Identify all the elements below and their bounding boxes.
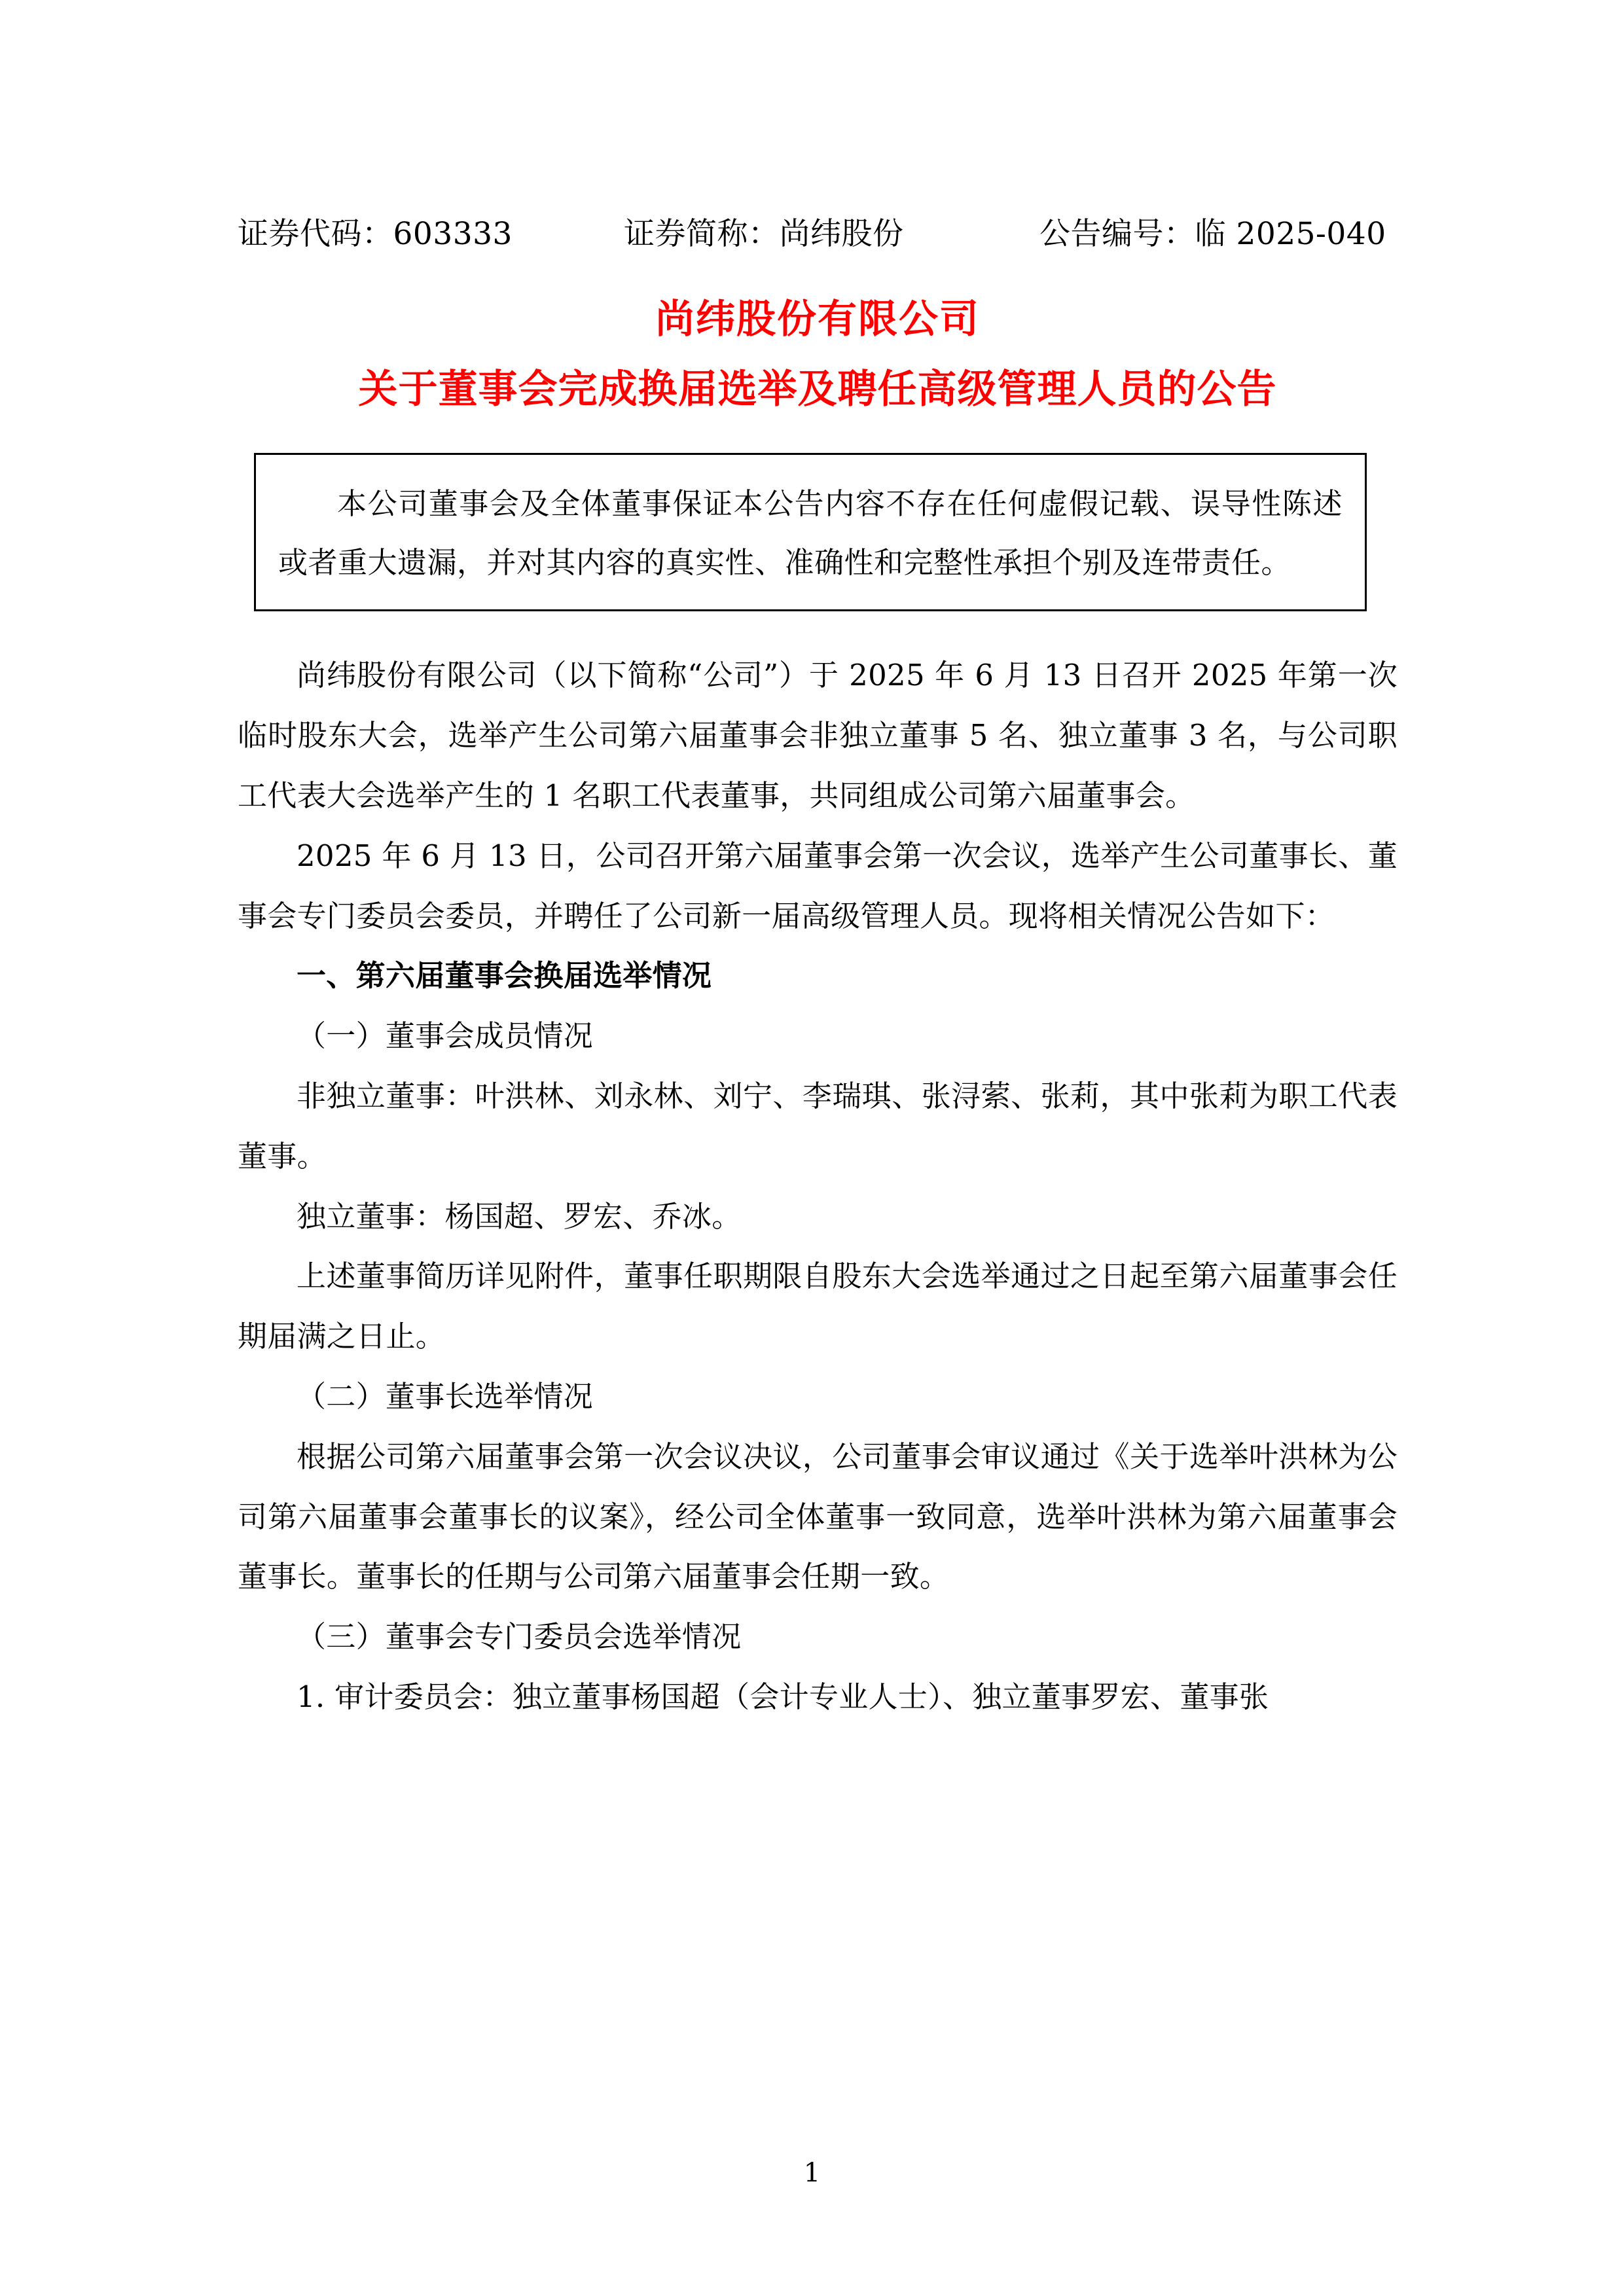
company-title: 尚纬股份有限公司: [655, 296, 980, 343]
security-abbreviation: 证券简称：尚纬股份: [624, 216, 904, 252]
announcement-number: 公告编号：临 2025-040: [1039, 216, 1386, 252]
security-code: 证券代码：603333: [238, 216, 513, 252]
subsection-heading-1-3: （三）董事会专门委员会选举情况: [297, 1619, 742, 1655]
security-header-line: [238, 216, 1398, 253]
announcement-title: 关于董事会完成换届选举及聘任高级管理人员的公告: [358, 367, 1277, 413]
title-block: [238, 293, 1398, 416]
page-number: 1: [803, 2158, 821, 2188]
body-paragraph-2: 2025 年 6 月 13 日，公司召开第六届董事会第一次会议，选举产生公司董事长、董事会专门委员会委员，并聘任了公司新一届高级管理人员。现将相关情况公告如下：: [238, 838, 1398, 933]
subsection-heading-1-1: （一）董事会成员情况: [297, 1018, 594, 1054]
independent-directors: 独立董事：杨国超、罗宏、乔冰。: [297, 1198, 742, 1234]
chairman-election-paragraph: 根据公司第六届董事会第一次会议决议，公司董事会审议通过《关于选举叶洪林为公司第六届董事会董事长的议案》，经公司全体董事一致同意，选举叶洪林为第六届董事会董事长。董事长的任期与公司第六届董事会任期一致。: [238, 1439, 1398, 1594]
non-independent-directors: 非独立董事：叶洪林、刘永林、刘宁、李瑞琪、张浔萦、张莉，其中张莉为职工代表董事。: [238, 1078, 1398, 1174]
audit-committee-paragraph: 1. 审计委员会：独立董事杨国超（会计专业人士）、独立董事罗宏、董事张: [297, 1679, 1269, 1714]
subsection-heading-1-2: （二）董事长选举情况: [297, 1378, 594, 1414]
director-tenure-note: 上述董事简历详见附件，董事任职期限自股东大会选举通过之日起至第六届董事会任期届满之日止。: [238, 1259, 1398, 1354]
disclaimer-box: [254, 453, 1367, 611]
body-paragraph-1: 尚纬股份有限公司（以下简称“公司”）于 2025 年 6 月 13 日召开 2025 年第一次临时股东大会，选举产生公司第六届董事会非独立董事 5 名、独立董事 3 名，与公司职工代表大会选举产生的 1 名职工代表董事，共同组成公司第六届董事会。: [238, 658, 1398, 813]
section-heading-1: 一、第六届董事会换届选举情况: [297, 958, 712, 994]
page-content: [238, 216, 1398, 1727]
document-body: [238, 645, 1398, 1727]
disclaimer-text: 本公司董事会及全体董事保证本公告内容不存在任何虚假记载、误导性陈述或者重大遗漏，并对其内容的真实性、准确性和完整性承担个别及连带责任。: [278, 486, 1343, 581]
